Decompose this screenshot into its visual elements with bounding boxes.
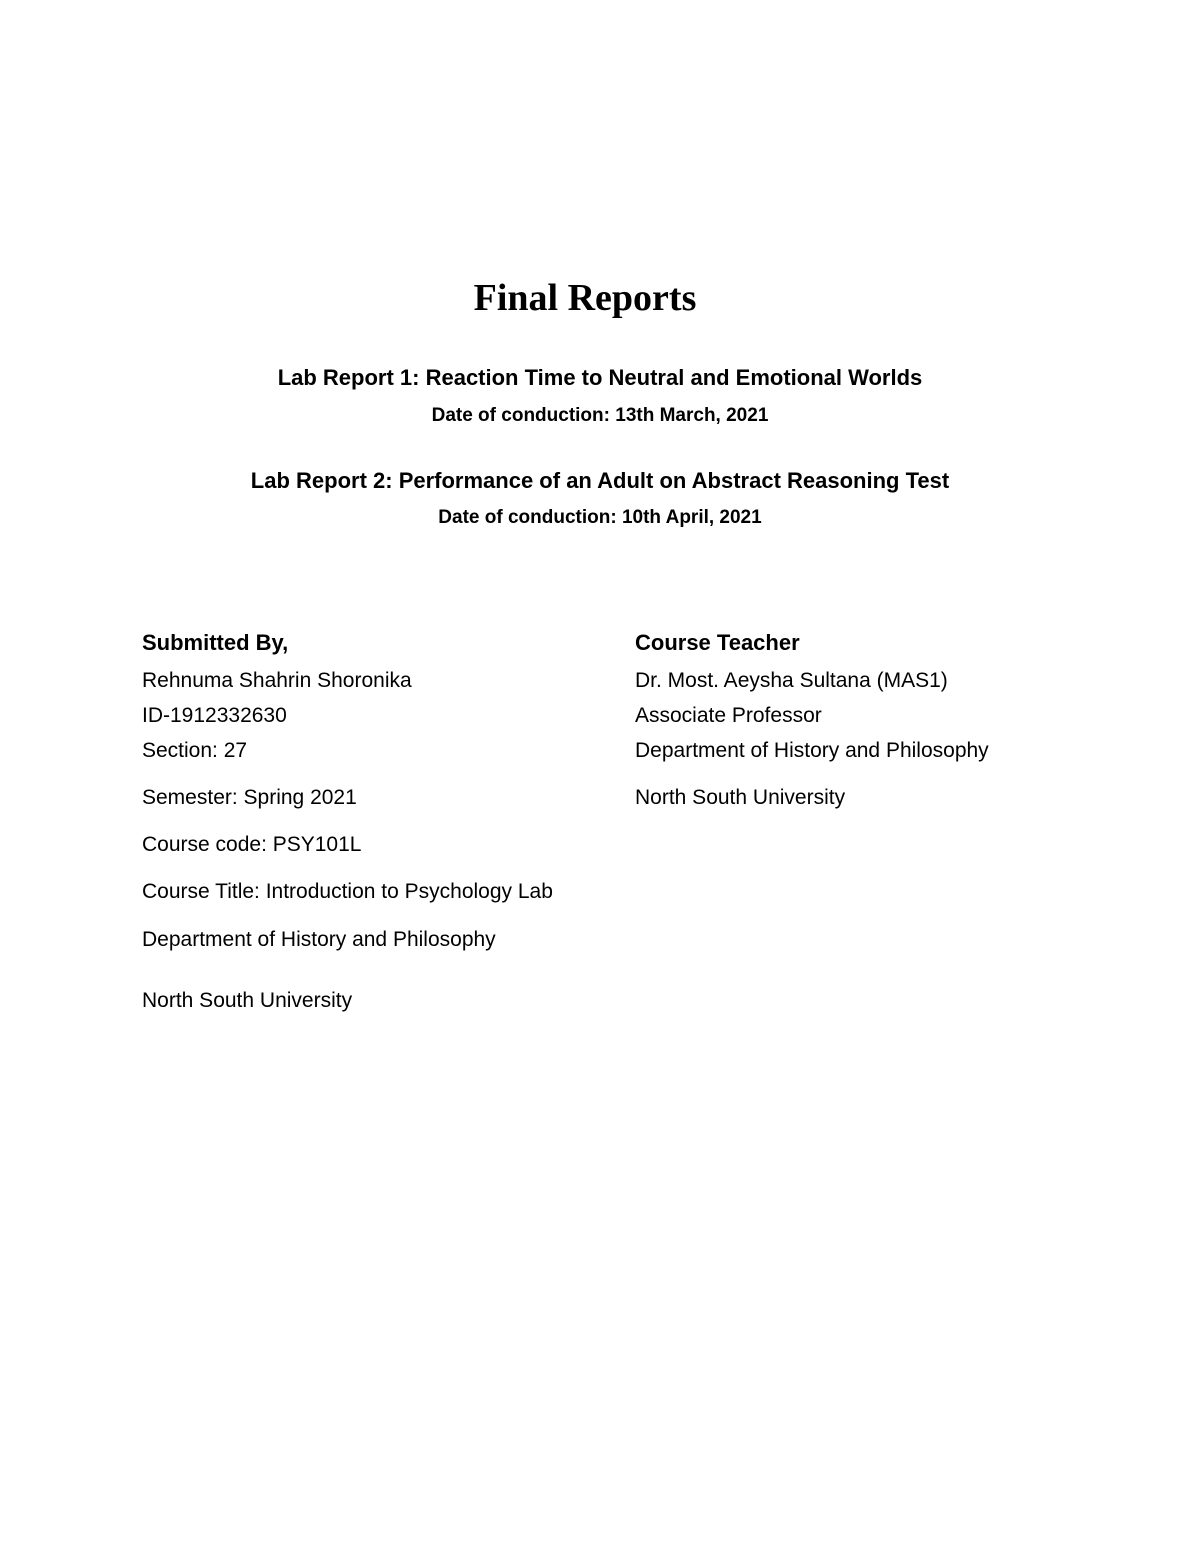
student-name: Rehnuma Shahrin Shoronika [142, 669, 412, 692]
lab-report-1-title: Lab Report 1: Reaction Time to Neutral and Emotional Worlds [277, 365, 923, 390]
student-section: Section: 27 [142, 739, 248, 762]
page-title: Final Reports [473, 277, 697, 319]
student-department: Department of History and Philosophy [142, 928, 496, 951]
teacher-department: Department of History and Philosophy [635, 739, 989, 762]
lab-report-2-title: Lab Report 2: Performance of an Adult on Abstract Reasoning Test [250, 468, 950, 493]
lab-report-2-date: Date of conduction: 10th April, 2021 [438, 507, 762, 528]
student-id: ID-1912332630 [142, 704, 287, 727]
teacher-name: Dr. Most. Aeysha Sultana (MAS1) [635, 669, 948, 692]
teacher-university: North South University [635, 786, 846, 809]
teacher-designation: Associate Professor [635, 704, 822, 727]
course-code: Course code: PSY101L [142, 833, 362, 856]
course-teacher-heading: Course Teacher [635, 630, 800, 655]
lab-report-1-date: Date of conduction: 13th March, 2021 [431, 405, 769, 426]
submitted-by-heading: Submitted By, [142, 630, 289, 655]
student-university: North South University [142, 989, 353, 1012]
course-title: Course Title: Introduction to Psychology Lab [142, 880, 553, 903]
semester: Semester: Spring 2021 [142, 786, 357, 809]
